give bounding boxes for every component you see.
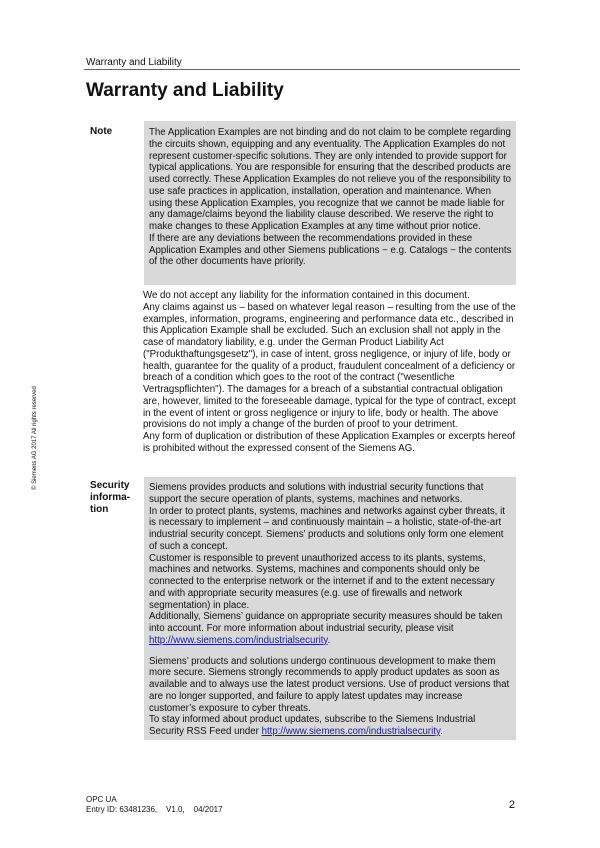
rss-feed-link[interactable]: http://www.siemens.com/industrialsecurity: [261, 726, 441, 737]
footer-entry-id: Entry ID: 63481236, V1.0, 04/2017: [86, 805, 223, 814]
security-label: Security informa- tion: [90, 480, 130, 515]
security-paragraph: Siemens’ products and solutions undergo continuous development to make them more secure. Siemens strongly recommends to apply product updates as soon as available and to always use the latest product versions. Use of product versions that are no longer supported, and failure to apply latest updates may increase customer’s exposure to cyber threats.: [149, 655, 510, 714]
header-rule: [84, 69, 520, 70]
note-label: Note: [90, 126, 113, 137]
side-copyright: © Siemens AG 2017 All rights reserved: [32, 386, 38, 490]
liability-paragraph: Any form of duplication or distribution of these Application Examples or excerpts hereof is prohibited without the expressed consent of the Siemens AG.: [143, 431, 516, 454]
note-paragraph: The Application Examples are not binding and do not claim to be complete regarding the circuits shown, equipping and any eventuality. The Application Examples do not represent customer-specific solutions. They are only intended to provide support for typical applications. You are responsible for ensuring that the described products are used correctly. These Application Examples do not relieve you of the responsibility to use safe practices in application, installation, operation and maintenance. When using these Application Examples, you recognize that we cannot be made liable for any damage/claims beyond the liability clause described. We reserve the right to make changes to these Application Examples at any time without prior notice.: [149, 127, 512, 232]
security-box: [144, 477, 516, 740]
security-paragraph: In order to protect plants, systems, machines and networks against cyber threats, it is necessary to implement – and continuously maintain – a holistic, state-of-the-art industrial security concept. Siemens’ products and solutions only form one element of such a concept.: [149, 505, 505, 552]
note-paragraph: If there are any deviations between the recommendations provided in these Application Examples and other Siemens publications − e.g. Catalogs − the contents of the other documents have priority.: [149, 232, 512, 268]
security-paragraph: Customer is responsible to prevent unauthorized access to its plants, systems, machines and networks. Systems, machines and components should only be connected to the enterprise network or the internet if and to the extent necessary and with appropriate security measures (e.g. use of firewalls and network segmentation) in place.: [149, 552, 495, 611]
page-title: Warranty and Liability: [86, 80, 284, 101]
footer-product: OPC UA: [86, 795, 117, 804]
running-header: Warranty and Liability: [86, 57, 182, 68]
liability-text: [143, 290, 519, 455]
security-paragraph: Siemens provides products and solutions with industrial security functions that support the secure operation of plants, systems, machines and networks.: [149, 482, 484, 505]
security-paragraph: Additionally, Siemens’ guidance on appropriate security measures should be taken into account. For more information about industrial security, please visit http://www.siemens.com/industrialsecurity.: [149, 611, 503, 646]
security-paragraph: To stay informed about product updates, subscribe to the Siemens Industrial Security RSS Feed under http://www.siemens.com/industrialsecurity.: [149, 714, 476, 737]
liability-paragraph: Any claims against us – based on whatever legal reason – resulting from the use of the examples, information, programs, engineering and performance data etc., described in this Application Example shall be excluded. Such an exclusion shall not apply in the case of mandatory liability, e.g. under the German Product Liability Act ("Produkthaftungsgesetz"), in case of intent, gross negligence, or injury of life, body or health, guarantee for the quality of a product, fraudulent concealment of a deficiency or breach of a condition which goes to the root of the contract ("wesentliche Vertragspflichten"). The damages for a breach of a substantial contractual obligation are, however, limited to the foreseeable damage, typical for the type of contract, except in the event of intent or gross negligence or injury to life, body or health. The above provisions do not imply a change of the burden of proof to your detriment.: [143, 301, 516, 431]
liability-paragraph: We do not accept any liability for the information contained in this document.: [143, 290, 470, 301]
industrial-security-link[interactable]: http://www.siemens.com/industrialsecurity: [149, 634, 328, 646]
note-box: [144, 121, 516, 285]
page-number: 2: [508, 799, 515, 811]
footer: [86, 795, 223, 815]
